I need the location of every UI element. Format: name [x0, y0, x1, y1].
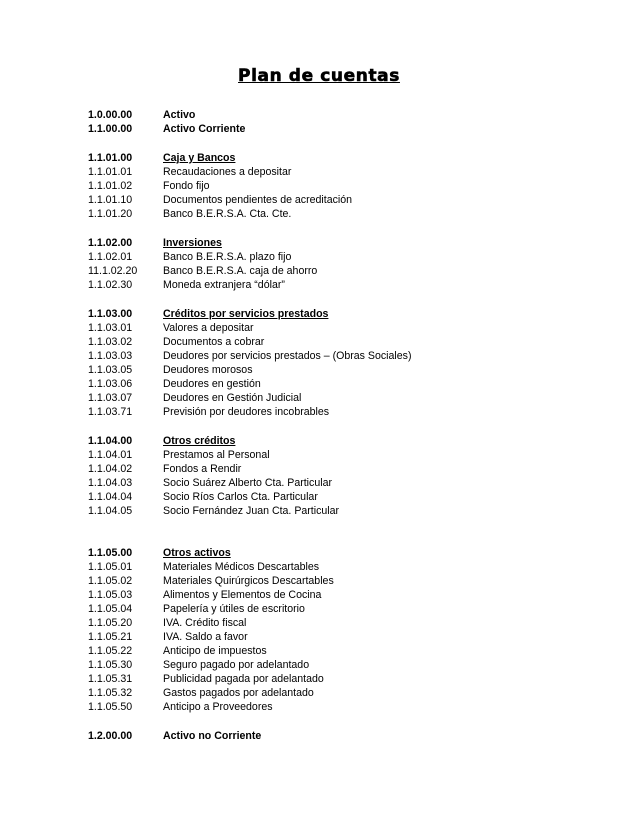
account-name: Deudores en gestión	[163, 378, 261, 390]
account-code: 1.1.03.05	[88, 364, 133, 376]
account-name: Otros activos	[163, 547, 231, 559]
account-row	[88, 335, 558, 349]
account-name: Banco B.E.R.S.A. caja de ahorro	[163, 265, 318, 277]
account-code: 1.2.00.00	[88, 730, 133, 742]
account-code: 1.1.05.50	[88, 701, 133, 713]
account-name: Papelería y útiles de escritorio	[163, 603, 305, 615]
account-row	[88, 108, 558, 122]
account-row	[88, 462, 558, 476]
account-row	[88, 602, 558, 616]
account-code: 1.1.04.00	[88, 435, 133, 447]
account-row	[88, 349, 558, 363]
account-row	[88, 546, 558, 560]
account-code: 1.1.02.00	[88, 237, 133, 249]
account-name: Valores a depositar	[163, 322, 254, 334]
account-name: Otros créditos	[163, 435, 236, 447]
account-row	[88, 560, 558, 574]
account-row	[88, 321, 558, 335]
account-name: Anticipo de impuestos	[163, 645, 267, 657]
account-name: Documentos a cobrar	[163, 336, 265, 348]
account-row	[88, 574, 558, 588]
account-name: Fondos a Rendir	[163, 463, 242, 475]
account-code: 1.1.05.02	[88, 575, 133, 587]
account-code: 1.1.05.00	[88, 547, 133, 559]
account-name: Caja y Bancos	[163, 152, 236, 164]
account-name: Alimentos y Elementos de Cocina	[163, 589, 322, 601]
account-code: 1.1.03.71	[88, 406, 133, 418]
account-name: Socio Suárez Alberto Cta. Particular	[163, 477, 332, 489]
account-name: Publicidad pagada por adelantado	[163, 673, 324, 685]
account-code: 1.1.01.00	[88, 152, 133, 164]
account-name: Moneda extranjera “dólar”	[163, 279, 285, 291]
account-name: Banco B.E.R.S.A. plazo fijo	[163, 251, 292, 263]
account-row	[88, 686, 558, 700]
account-row	[88, 588, 558, 602]
account-code: 1.1.01.02	[88, 180, 133, 192]
account-row	[88, 307, 558, 321]
account-code: 1.1.03.03	[88, 350, 133, 362]
account-row	[88, 165, 558, 179]
account-list	[88, 108, 558, 743]
account-code: 1.1.05.03	[88, 589, 133, 601]
account-code: 1.1.05.22	[88, 645, 133, 657]
account-name: Activo Corriente	[163, 123, 246, 135]
account-code: 1.1.03.06	[88, 378, 133, 390]
account-code: 1.1.00.00	[88, 123, 133, 135]
account-name: Créditos por servicios prestados	[163, 308, 329, 320]
account-code: 1.1.05.30	[88, 659, 133, 671]
account-code: 1.1.02.30	[88, 279, 133, 291]
account-row	[88, 193, 558, 207]
account-code: 1.1.01.01	[88, 166, 133, 178]
account-row	[88, 278, 558, 292]
account-row	[88, 236, 558, 250]
account-name: Recaudaciones a depositar	[163, 166, 292, 178]
account-name: IVA. Crédito fiscal	[163, 617, 247, 629]
account-code: 11.1.02.20	[88, 265, 138, 277]
account-row	[88, 363, 558, 377]
account-name: Deudores en Gestión Judicial	[163, 392, 302, 404]
account-row	[88, 405, 558, 419]
account-row	[88, 658, 558, 672]
account-row	[88, 672, 558, 686]
account-code: 1.1.05.01	[88, 561, 133, 573]
account-name: Deudores por servicios prestados – (Obras Sociales)	[163, 350, 412, 362]
account-code: 1.1.05.21	[88, 631, 133, 643]
account-name: Prestamos al Personal	[163, 449, 270, 461]
account-name: Seguro pagado por adelantado	[163, 659, 310, 671]
account-code: 1.1.03.00	[88, 308, 133, 320]
account-code: 1.1.05.32	[88, 687, 133, 699]
account-name: Materiales Quirúrgicos Descartables	[163, 575, 334, 587]
account-code: 1.1.05.31	[88, 673, 133, 685]
account-row	[88, 151, 558, 165]
account-name: Anticipo a Proveedores	[163, 701, 273, 713]
account-row	[88, 729, 558, 743]
account-code: 1.1.01.10	[88, 194, 133, 206]
account-name: Socio Fernández Juan Cta. Particular	[163, 505, 340, 517]
account-code: 1.1.04.01	[88, 449, 133, 461]
account-row	[88, 490, 558, 504]
account-row	[88, 207, 558, 221]
account-name: Gastos pagados por adelantado	[163, 687, 314, 699]
account-code: 1.0.00.00	[88, 109, 133, 121]
account-code: 1.1.04.05	[88, 505, 133, 517]
account-row	[88, 179, 558, 193]
account-row	[88, 250, 558, 264]
account-code: 1.1.03.02	[88, 336, 133, 348]
account-row	[88, 377, 558, 391]
account-code: 1.1.01.20	[88, 208, 133, 220]
account-name: Banco B.E.R.S.A. Cta. Cte.	[163, 208, 292, 220]
account-name: Deudores morosos	[163, 364, 253, 376]
account-code: 1.1.05.04	[88, 603, 133, 615]
account-row	[88, 700, 558, 714]
account-code: 1.1.04.04	[88, 491, 133, 503]
account-row	[88, 448, 558, 462]
account-code: 1.1.05.20	[88, 617, 133, 629]
account-row	[88, 391, 558, 405]
account-row	[88, 630, 558, 644]
account-row	[88, 504, 558, 518]
account-name: Activo	[163, 109, 196, 121]
account-name: Activo no Corriente	[163, 730, 262, 742]
account-row	[88, 434, 558, 448]
account-row	[88, 264, 558, 278]
account-name: Fondo fijo	[163, 180, 210, 192]
page-title: Plan de cuentas	[238, 66, 400, 86]
account-code: 1.1.02.01	[88, 251, 133, 263]
account-name: Previsión por deudores incobrables	[163, 406, 330, 418]
account-code: 1.1.03.07	[88, 392, 133, 404]
account-name: Documentos pendientes de acreditación	[163, 194, 353, 206]
account-row	[88, 644, 558, 658]
account-name: Inversiones	[163, 237, 222, 249]
account-code: 1.1.03.01	[88, 322, 133, 334]
account-row	[88, 616, 558, 630]
account-name: Socio Ríos Carlos Cta. Particular	[163, 491, 318, 503]
account-name: Materiales Médicos Descartables	[163, 561, 320, 573]
account-row	[88, 476, 558, 490]
account-name: IVA. Saldo a favor	[163, 631, 248, 643]
account-code: 1.1.04.02	[88, 463, 133, 475]
account-code: 1.1.04.03	[88, 477, 133, 489]
account-row	[88, 122, 558, 136]
